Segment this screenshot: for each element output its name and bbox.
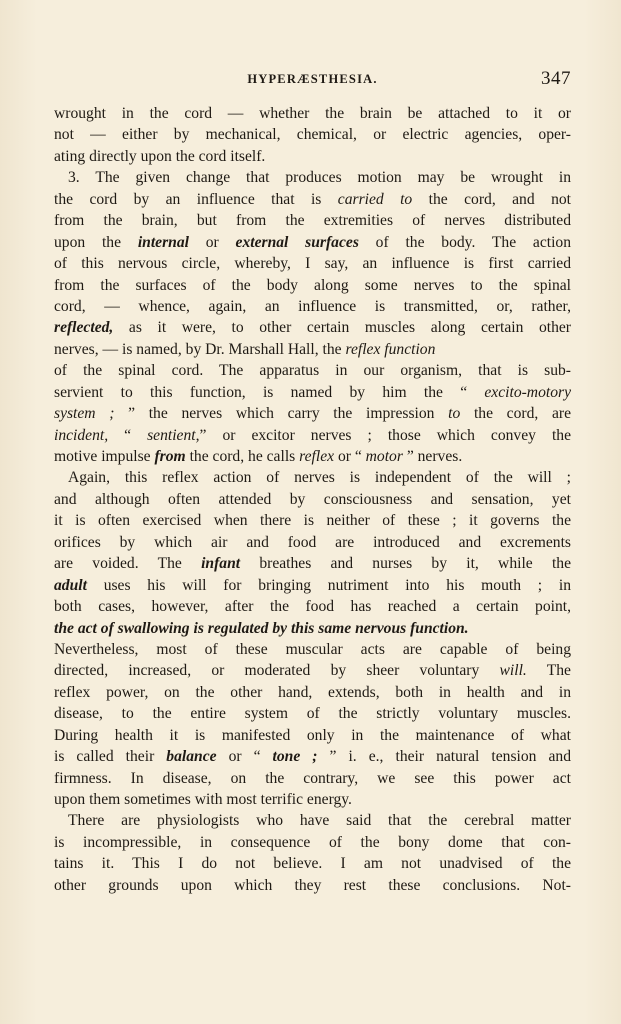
text-line [54,725,571,746]
text-run: ” or excitor nerves ; those which convey the [199,426,572,444]
text-run: wrought in the cord — whether the brain be attached to it or [54,105,571,122]
text-line [54,510,571,531]
text-line [54,553,571,574]
emphasized-text: will. [499,662,527,680]
text-run: is incompressible, in consequence of the bony dome that con- [54,833,571,851]
emphasized-text: excito-motory [484,383,571,401]
text-run: it is often exercised when there is neither of these ; it governs the [54,512,571,530]
running-header [54,70,571,90]
text-run: is called their [54,748,167,766]
text-line [54,446,571,467]
text-line [54,660,571,681]
text-line [54,768,571,789]
text-run: ” nerves. [402,448,463,465]
text-run: directed, increased, or moderated by sheer voluntary [54,662,500,680]
text-line [54,210,571,231]
emphasized-text: reflex function [345,340,436,358]
text-run: or “ [334,448,366,465]
text-line [54,789,571,810]
text-run: Again, this reflex action of nerves is independent of the will ; [68,469,571,487]
emphasized-text: the act of swallowing is regulated by this same nervous function. [54,619,469,637]
text-run: servient to this function, is named by him the “ [54,383,485,401]
emphasized-text: external surfaces [235,233,359,251]
emphasized-text: reflex [299,448,335,465]
emphasized-text: adult [54,576,87,594]
text-line [54,403,571,424]
emphasized-text: to [448,405,461,423]
text-line [54,682,571,703]
text-run: The [526,662,571,680]
text-line [54,575,571,596]
text-line [54,703,571,724]
text-run: 3. The given change that produces motion may be wrought in [68,169,571,187]
emphasized-text: system ; [54,405,115,423]
emphasized-text: internal [137,233,189,251]
emphasized-text: from [154,448,186,465]
text-line [54,853,571,874]
text-line [54,467,571,488]
text-run: the cord, are [460,405,571,423]
text-run: disease, to the entire system of the strictly voluntary muscles. [54,705,571,723]
text-line [54,253,571,274]
text-run: Nevertheless, most of these muscular acts are capable of being [54,640,571,658]
text-run: the cord, he calls [185,448,300,465]
page-number: 347 [541,68,571,89]
text-run: of the spinal cord. The apparatus in our organism, that is sub- [54,362,571,380]
text-line [54,425,571,446]
text-run: tains it. This I do not believe. I am not unadvised of the [54,855,571,873]
text-line [54,167,571,188]
text-line [54,360,571,381]
body-text [54,103,571,896]
text-run: cord, — whence, again, an influence is transmitted, or, rather, [54,297,571,315]
text-run: from the brain, but from the extremities of nerves distributed [54,212,571,230]
text-run: the cord by an influence that is [54,190,338,208]
text-line [54,596,571,617]
text-run: ” the nerves which carry the impression [114,405,449,423]
text-run: There are physiologists who have said that the cerebral matter [68,812,571,830]
text-line [54,639,571,660]
text-run: uses his will for bringing nutriment into his mouth ; in [86,576,571,594]
text-run: ” i. e., their natural tension and [317,748,571,766]
text-run: reflex power, on the other hand, extends, both in health and in [54,683,571,701]
text-run: are voided. The [54,555,202,573]
text-run: as it were, to other certain muscles along certain other [113,319,571,337]
emphasized-text: incident, [54,426,109,444]
text-run: breathes and nurses by it, while the [240,555,571,573]
text-line [54,489,571,510]
text-run: motive impulse [54,448,155,465]
text-run: nerves, — is named, by Dr. Marshall Hall, the [54,340,346,358]
text-line [54,618,571,639]
text-line [54,232,571,253]
emphasized-text: balance [166,748,217,766]
text-run: “ [108,426,148,444]
text-run: orifices by which air and food are introduced and excrements [54,533,571,551]
text-line [54,296,571,317]
text-line [54,746,571,767]
text-run: and although often attended by consciousness and sensation, yet [54,490,571,508]
text-run: upon the [54,233,138,251]
text-run: firmness. In disease, on the contrary, we see this power act [54,769,571,787]
text-line [54,532,571,553]
text-line [54,382,571,403]
text-line [54,339,571,360]
text-line [54,124,571,145]
text-line [54,810,571,831]
text-line [54,317,571,338]
text-line [54,275,571,296]
emphasized-text: sentient, [147,426,200,444]
text-run: or [188,233,236,251]
text-run: the cord, and not [412,190,571,208]
text-run: of this nervous circle, whereby, I say, an influence is first carried [54,255,571,273]
emphasized-text: carried to [337,190,413,208]
emphasized-text: infant [201,555,241,573]
text-run: of the body. The action [358,233,572,251]
text-run: both cases, however, after the food has reached a certain point, [54,598,571,616]
text-run: from the surfaces of the body along some nerves to the spinal [54,276,571,294]
text-run: or “ [216,748,273,766]
text-run: not — either by mechanical, chemical, or electric agencies, oper- [54,126,571,144]
text-line [54,146,571,167]
text-line [54,875,571,896]
emphasized-text: motor [365,448,403,465]
text-run: other grounds upon which they rest these conclusions. Not- [54,876,571,894]
text-line [54,832,571,853]
emphasized-text: reflected, [54,319,114,337]
emphasized-text: tone ; [272,748,318,766]
text-run: upon them sometimes with most terrific energy. [54,791,352,808]
text-run: During health it is manifested only in the maintenance of what [54,726,571,744]
text-line [54,103,571,124]
text-run: ating directly upon the cord itself. [54,147,266,165]
text-line [54,189,571,210]
running-title: HYPERÆSTHESIA. [247,72,378,86]
